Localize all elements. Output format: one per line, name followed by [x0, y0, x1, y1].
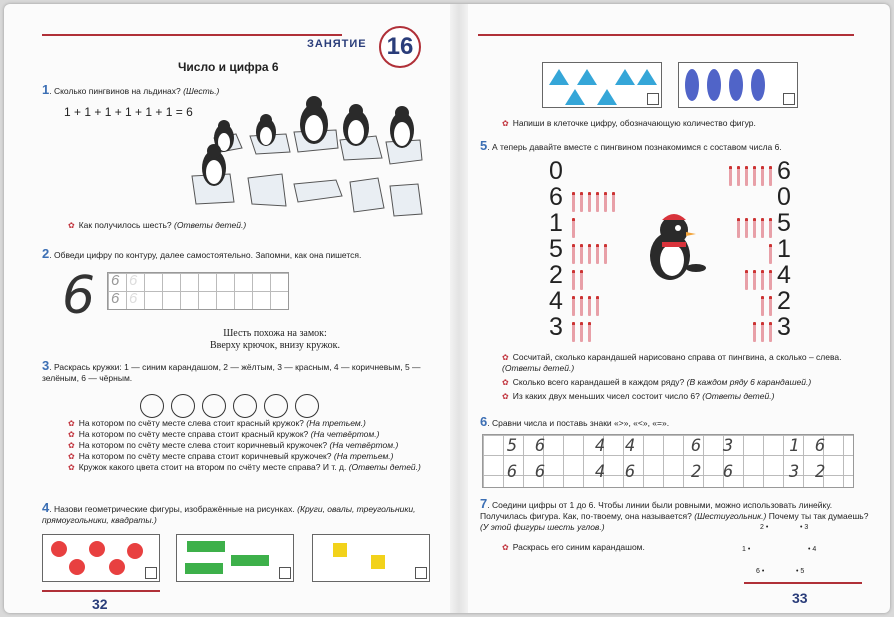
q-answer: (Ответы детей.) — [502, 363, 575, 373]
yellow-square — [333, 543, 347, 557]
task3-q3 — [68, 440, 438, 451]
pencil-icon — [753, 270, 756, 290]
pencil-row — [572, 212, 642, 238]
q-answer: (Ответы детей.) — [702, 391, 775, 401]
pencil-icon — [761, 218, 764, 238]
compare-number: 2 — [815, 462, 826, 482]
star-icon: ✿ — [68, 463, 75, 472]
task6-text: 6. Сравни числа и поставь знаки «>», «<», «=». — [480, 414, 670, 429]
green-rectangle — [187, 541, 225, 552]
task7-answer2: (У этой фигуры шесть углов.) — [480, 522, 605, 532]
task1-text: 1. Сколько пингвинов на льдинах? (Шесть.) — [42, 82, 220, 97]
lesson-number: 16 — [386, 33, 414, 60]
compare-number: 6 — [723, 462, 734, 482]
compare-number: 5 — [507, 436, 518, 456]
green-rectangle — [231, 555, 269, 566]
compare-number: 4 — [625, 436, 636, 456]
compare-number: 4 — [595, 462, 606, 482]
task3-q2 — [68, 429, 438, 440]
penguins-on-ice-illustration — [186, 96, 426, 221]
compare-number: 6 — [535, 436, 546, 456]
answer-cell[interactable] — [145, 567, 157, 579]
digit: 0 — [777, 183, 791, 211]
star-icon: ✿ — [68, 419, 75, 428]
task7-instruction: Соедини цифры от 1 до 6. Чтобы линии были ровными, можно использовать линейку. Получилась фигура. Как, по-твоему, она называется? — [480, 500, 833, 521]
footer-rule-left — [42, 590, 160, 592]
pencil-icon — [588, 296, 591, 316]
pencil-icon — [729, 166, 732, 186]
digit: 3 — [777, 313, 791, 341]
page-number-left: 32 — [92, 596, 108, 612]
answer-cell[interactable] — [415, 567, 427, 579]
digit: 2 — [777, 287, 791, 315]
red-circle — [51, 541, 67, 557]
star-icon: ✿ — [68, 221, 75, 230]
pencil-icon — [572, 244, 575, 264]
dot-2[interactable]: 2 • — [760, 524, 769, 531]
compare-number: 3 — [723, 436, 734, 456]
circle-2[interactable] — [171, 394, 195, 418]
dot-6[interactable]: 6 • — [756, 568, 765, 575]
task3-instruction: Раскрась кружки: 1 — синим карандашом, 2 — жёлтым, 3 — красным, 4 — коричневым, 5 — зелёным, 6 — чёрным. — [42, 362, 421, 383]
pencil-icon — [572, 192, 575, 212]
star-icon: ✿ — [502, 353, 509, 362]
task3-text: 3. Раскрась кружки: 1 — синим карандашом, 2 — жёлтым, 3 — красным, 4 — коричневым, 5 — зелёным, 6 — чёрным. — [42, 358, 421, 383]
q-answer: (Ответы детей.) — [348, 462, 421, 472]
task5-q1 — [502, 352, 862, 374]
pencil-icon — [745, 270, 748, 290]
pencil-row — [572, 264, 642, 290]
blue-oval — [685, 69, 699, 101]
task3-q1 — [68, 418, 438, 429]
shapes-box-ovals — [678, 62, 798, 108]
task2-number: 2 — [42, 246, 50, 261]
header-rule-left — [42, 34, 342, 36]
shapes-box-rectangles — [176, 534, 294, 582]
dot-3[interactable]: • 3 — [800, 524, 809, 531]
digit: 0 — [549, 157, 563, 185]
compare-number: 4 — [595, 436, 606, 456]
circle-5[interactable] — [264, 394, 288, 418]
pencil-icon — [737, 166, 740, 186]
pencil-icon — [588, 244, 591, 264]
dot-label: 1 — [742, 546, 746, 553]
red-circle — [89, 541, 105, 557]
digit: 4 — [777, 261, 791, 289]
pencil-icon — [753, 166, 756, 186]
answer-cell[interactable] — [783, 93, 795, 105]
workbook-spread — [4, 4, 890, 613]
star-icon: ✿ — [502, 378, 509, 387]
poem-line-1: Шесть похожа на замок: — [223, 328, 327, 339]
pencil-row — [706, 316, 772, 342]
task6-instruction: Сравни числа и поставь знаки «>», «<», «=». — [491, 418, 670, 428]
task4-instruction: Назови геометрические фигуры, изображённые на рисунках. — [53, 504, 298, 514]
task1-equation: 1 + 1 + 1 + 1 + 1 + 1 = 6 — [64, 105, 193, 119]
task6-number: 6 — [480, 414, 488, 429]
dot-label: 3 — [804, 524, 809, 531]
pencil-icon — [572, 218, 575, 238]
star-icon: ✿ — [68, 441, 75, 450]
pencil-row — [572, 238, 642, 264]
circle-1[interactable] — [140, 394, 164, 418]
star-icon: ✿ — [502, 392, 509, 401]
composition-right-digits — [772, 158, 796, 340]
pencil-icon — [753, 218, 756, 238]
q-answer: (На третьем.) — [333, 451, 394, 461]
triangles-illustration — [543, 63, 661, 107]
dot-label: 5 — [800, 568, 805, 575]
star-icon: ✿ — [502, 119, 509, 128]
task7-text: 7. Соедини цифры от 1 до 6. Чтобы линии были ровными, можно использовать линейку. Получилась фигура. Как, по-твоему, она называется? (Шестиугольник.) Почему ты так думаешь? (У этой фигуры шесть углов.) — [480, 496, 869, 532]
star-icon: ✿ — [502, 543, 509, 552]
pencil-row — [706, 238, 772, 264]
task2-instruction: Обведи цифру по контуру, далее самостоятельно. Запомни, как она пишется. — [53, 250, 362, 260]
compare-grid[interactable] — [482, 434, 854, 488]
pencil-icon — [580, 296, 583, 316]
trace-digit-1: 6 — [111, 272, 120, 289]
red-circle — [69, 559, 85, 575]
task1-question: Сколько пингвинов на льдинах? — [53, 86, 184, 96]
pencil-icon — [761, 166, 764, 186]
q-text: Из каких двух меньших чисел состоит число 6? — [512, 391, 703, 401]
task5-q3 — [502, 391, 862, 402]
compare-number: 6 — [625, 462, 636, 482]
header-rule-right — [478, 34, 854, 36]
task1-answer: (Шесть.) — [183, 86, 220, 96]
q-text: На котором по счёту месте слева стоит коричневый кружочек? — [78, 440, 330, 450]
q-answer: (На третьем.) — [306, 418, 366, 428]
page-number-right: 33 — [792, 590, 808, 606]
shapes-box-triangles — [542, 62, 662, 108]
task4-answer: (Круги, овалы, треугольники, прямоугольники, квадраты.) — [42, 504, 416, 525]
task5-text: 5. А теперь давайте вместе с пингвином познакомимся с составом числа 6. — [480, 138, 782, 153]
pencil-icon — [580, 244, 583, 264]
q-text: На котором по счёту месте справа стоит коричневый кружочек? — [78, 451, 334, 461]
task3-q5 — [68, 462, 438, 473]
task5-q2 — [502, 377, 862, 388]
composition-right-pencils — [706, 160, 772, 342]
lesson-number-badge — [379, 26, 421, 68]
big-digit-six: 6 — [62, 266, 96, 326]
page-title: Число и цифра 6 — [178, 60, 279, 74]
digit: 1 — [777, 235, 791, 263]
digit: 5 — [777, 209, 791, 237]
dot-label: 4 — [812, 546, 817, 553]
q-text: На котором по счёту месте слева стоит красный кружок? — [78, 418, 307, 428]
q-answer: (На четвёртом.) — [310, 429, 380, 439]
trace-digit-4: 6 — [129, 290, 138, 307]
pencil-icon — [596, 192, 599, 212]
task7-question2: Почему ты так думаешь? — [768, 511, 869, 521]
yellow-square — [371, 555, 385, 569]
task3-q4 — [68, 451, 438, 462]
compare-number: 6 — [507, 462, 518, 482]
pencil-row — [572, 316, 642, 342]
pencil-icon — [572, 270, 575, 290]
task7-sub-text: Раскрась его синим карандашом. — [512, 542, 645, 552]
task2-text: 2. Обведи цифру по контуру, далее самостоятельно. Запомни, как она пишется. — [42, 246, 362, 261]
trace-digit-2: 6 — [111, 290, 120, 307]
pencil-row — [706, 160, 772, 186]
circle-4[interactable] — [233, 394, 257, 418]
pencil-icon — [761, 270, 764, 290]
pencil-icon — [753, 322, 756, 342]
circle-6[interactable] — [295, 394, 319, 418]
pencil-icon — [761, 296, 764, 316]
pencil-icon — [612, 192, 615, 212]
pencil-icon — [604, 192, 607, 212]
task3-number: 3 — [42, 358, 50, 373]
task7-number: 7 — [480, 496, 488, 511]
pencil-icon — [745, 218, 748, 238]
book-gutter — [450, 4, 468, 613]
task5-questions — [502, 352, 862, 402]
pencil-row — [706, 186, 772, 212]
pencil-icon — [604, 244, 607, 264]
pencil-icon — [580, 322, 583, 342]
digit: 5 — [549, 235, 563, 263]
poem — [180, 328, 370, 352]
pencil-row — [572, 290, 642, 316]
digit: 4 — [549, 287, 563, 315]
task1-followup-answer: (Ответы детей.) — [174, 220, 247, 230]
task1-followup-question: Как получилось шесть? — [78, 220, 175, 230]
task7-sub — [502, 542, 645, 553]
pencil-icon — [737, 218, 740, 238]
dot-5[interactable]: • 5 — [796, 568, 805, 575]
task5-instruction: А теперь давайте вместе с пингвином познакомимся с составом числа 6. — [491, 142, 782, 152]
task7-answer1: (Шестиугольник.) — [694, 511, 767, 521]
q-answer: (В каждом ряду 6 карандашей.) — [686, 377, 812, 387]
pencil-icon — [580, 192, 583, 212]
pencil-icon — [580, 270, 583, 290]
task5-number: 5 — [480, 138, 488, 153]
blue-oval — [751, 69, 765, 101]
blue-oval — [729, 69, 743, 101]
shapes-box-squares — [312, 534, 430, 582]
intro-instruction — [502, 118, 756, 129]
star-icon: ✿ — [68, 430, 75, 439]
digit: 6 — [549, 183, 563, 211]
pencil-icon — [596, 296, 599, 316]
copybook-grid[interactable] — [107, 272, 289, 310]
pencil-row — [572, 186, 642, 212]
intro-text: Напиши в клеточке цифру, обозначающую количество фигур. — [512, 118, 756, 128]
shapes-box-circles — [42, 534, 160, 582]
pencil-row — [706, 212, 772, 238]
task4-text: 4. Назови геометрические фигуры, изображённые на рисунках. (Круги, овалы, треугольники, прямоугольники, квадраты.) — [42, 500, 416, 525]
composition-left-pencils — [572, 160, 642, 342]
footer-rule-right — [744, 582, 862, 584]
pencil-icon — [588, 192, 591, 212]
pencil-icon — [596, 244, 599, 264]
compare-number: 6 — [815, 436, 826, 456]
composition-left-digits — [544, 158, 568, 340]
pencil-icon — [572, 296, 575, 316]
q-text: На котором по счёту месте справа стоит красный кружок? — [78, 429, 311, 439]
q-text: Сосчитай, сколько карандашей нарисовано справа от пингвина, а сколько – слева. — [512, 352, 842, 362]
answer-cell[interactable] — [279, 567, 291, 579]
pencil-row — [572, 160, 642, 186]
answer-cell[interactable] — [647, 93, 659, 105]
task1-followup — [68, 220, 246, 231]
q-text: Сколько всего карандашей в каждом ряду? — [512, 377, 687, 387]
trace-digit-3: 6 — [129, 272, 138, 289]
q-answer: (На четвёртом.) — [329, 440, 399, 450]
digit: 3 — [549, 313, 563, 341]
compare-number: 3 — [789, 462, 800, 482]
compare-number: 2 — [691, 462, 702, 482]
pencil-icon — [588, 322, 591, 342]
star-icon: ✿ — [68, 452, 75, 461]
dot-label: 6 — [756, 568, 760, 575]
task4-number: 4 — [42, 500, 50, 515]
red-circle — [109, 559, 125, 575]
pencil-row — [706, 264, 772, 290]
pencil-icon — [761, 322, 764, 342]
lesson-label: ЗАНЯТИЕ — [307, 38, 367, 50]
red-circle — [127, 543, 143, 559]
dot-4[interactable]: • 4 — [808, 546, 817, 553]
task3-questions — [68, 418, 438, 473]
task1-number: 1 — [42, 82, 50, 97]
compare-number: 6 — [535, 462, 546, 482]
blue-oval — [707, 69, 721, 101]
penguin-mascot-illustration — [640, 212, 710, 284]
circle-3[interactable] — [202, 394, 226, 418]
digit: 1 — [549, 209, 563, 237]
compare-number: 1 — [789, 436, 800, 456]
digit: 6 — [777, 157, 791, 185]
green-rectangle — [185, 563, 223, 574]
connect-dots[interactable] — [734, 518, 834, 584]
q-text: Кружок какого цвета стоит на втором по счёту месте справа? И т. д. — [78, 462, 349, 472]
compare-number: 6 — [691, 436, 702, 456]
dot-1[interactable]: 1 • — [742, 546, 751, 553]
pencil-icon — [745, 166, 748, 186]
pencil-icon — [572, 322, 575, 342]
dot-label: 2 — [760, 524, 764, 531]
poem-line-2: Вверху крючок, внизу кружок. — [209, 340, 340, 351]
digit: 2 — [549, 261, 563, 289]
pencil-row — [706, 290, 772, 316]
